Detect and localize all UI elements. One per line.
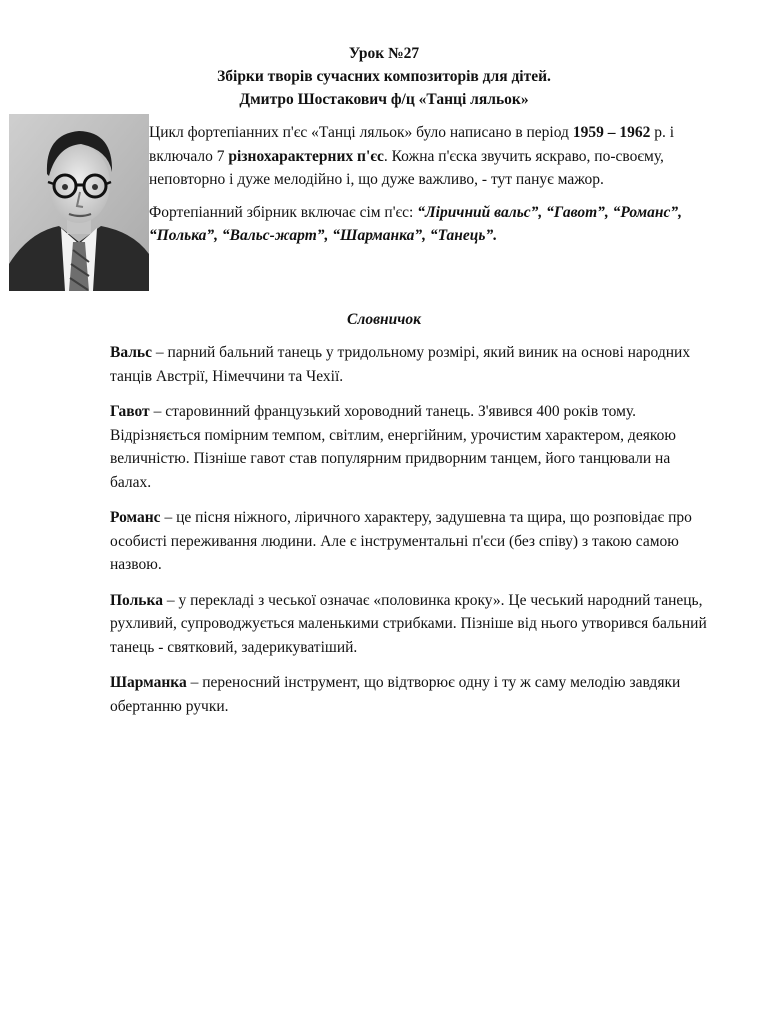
intro-paragraph-1 [149, 121, 701, 192]
intro-pieces-lead: Фортепіанний збірник включає сім п'єс: [149, 203, 418, 221]
glossary-entry [110, 341, 715, 388]
glossary-definition: – у перекладі з чеської означає «половинка кроку». Це чеський народний танець, рухливий, супроводжується маленькими стрибками. Пізніше від нього утворився бальний танець - святковий, задерикуватіший. [110, 591, 707, 656]
intro-pieces-list: “Ліричний вальс”, “Гавот”, “Романс”, “Полька”, “Вальс-жарт”, “Шарманка”, “Танець”. [149, 203, 682, 244]
intro-text-part: Цикл фортепіанних п'єс «Танці ляльок» було написано в період [149, 124, 573, 141]
intro-paragraph-2 [149, 201, 701, 248]
glossary-term: Вальс [110, 344, 152, 361]
glossary-entry [110, 671, 715, 718]
lesson-number: Урок №27 [348, 45, 420, 62]
glossary-entry [110, 400, 715, 494]
glossary-term: Романс [110, 509, 161, 526]
intro-years: 1959 – 1962 [572, 124, 651, 141]
glossary-definition: – парний бальний танець у тридольному розмірі, який виник на основі народних танців Австрії, Німеччини та Чехії. [110, 344, 691, 385]
glossary-term: Полька [110, 591, 163, 609]
glossary-term: Гавот [110, 403, 150, 420]
intro-text-part: р. і включало 7 [149, 124, 674, 165]
glossary-list [110, 341, 715, 730]
intro-highlight: різнохарактерних п'єс [228, 147, 384, 165]
glossary-definition: – це пісня ніжного, ліричного характеру, задушевна та щира, що розповідає про особисті переживання людини. Але є інструментальні п'єси (без співу) з такою самою назвою. [110, 509, 692, 573]
glossary-entry [110, 506, 715, 577]
glossary-title: Словничок [347, 311, 421, 328]
composer-portrait [9, 114, 149, 291]
glossary-definition: – старовинний французький хороводний танець. З'явився 400 років тому. Відрізняється помірним темпом, світлим, енергійним, урочистим характером, деякою величністю. Пізніше гавот став популярним придворним танцем, його танцювали на балах. [110, 403, 676, 491]
lesson-work-title: Дмитро Шостакович ф/ц «Танці ляльок» [239, 91, 529, 108]
glossary-term: Шарманка [110, 674, 187, 691]
lesson-header [0, 42, 768, 111]
intro-text [149, 121, 701, 257]
glossary-entry [110, 589, 715, 660]
lesson-subtitle: Збірки творів сучасних композиторів для дітей. [217, 68, 551, 85]
intro-text-part: . Кожна п'єска звучить яскраво, по-своєму, неповторно і дуже мелодійно і, що дуже важливо, - тут панує мажор. [149, 147, 664, 188]
composer-portrait-image [9, 114, 149, 291]
glossary-definition: – переносний інструмент, що відтворює одну і ту ж саму мелодію завдяки обертанню ручки. [110, 674, 681, 715]
